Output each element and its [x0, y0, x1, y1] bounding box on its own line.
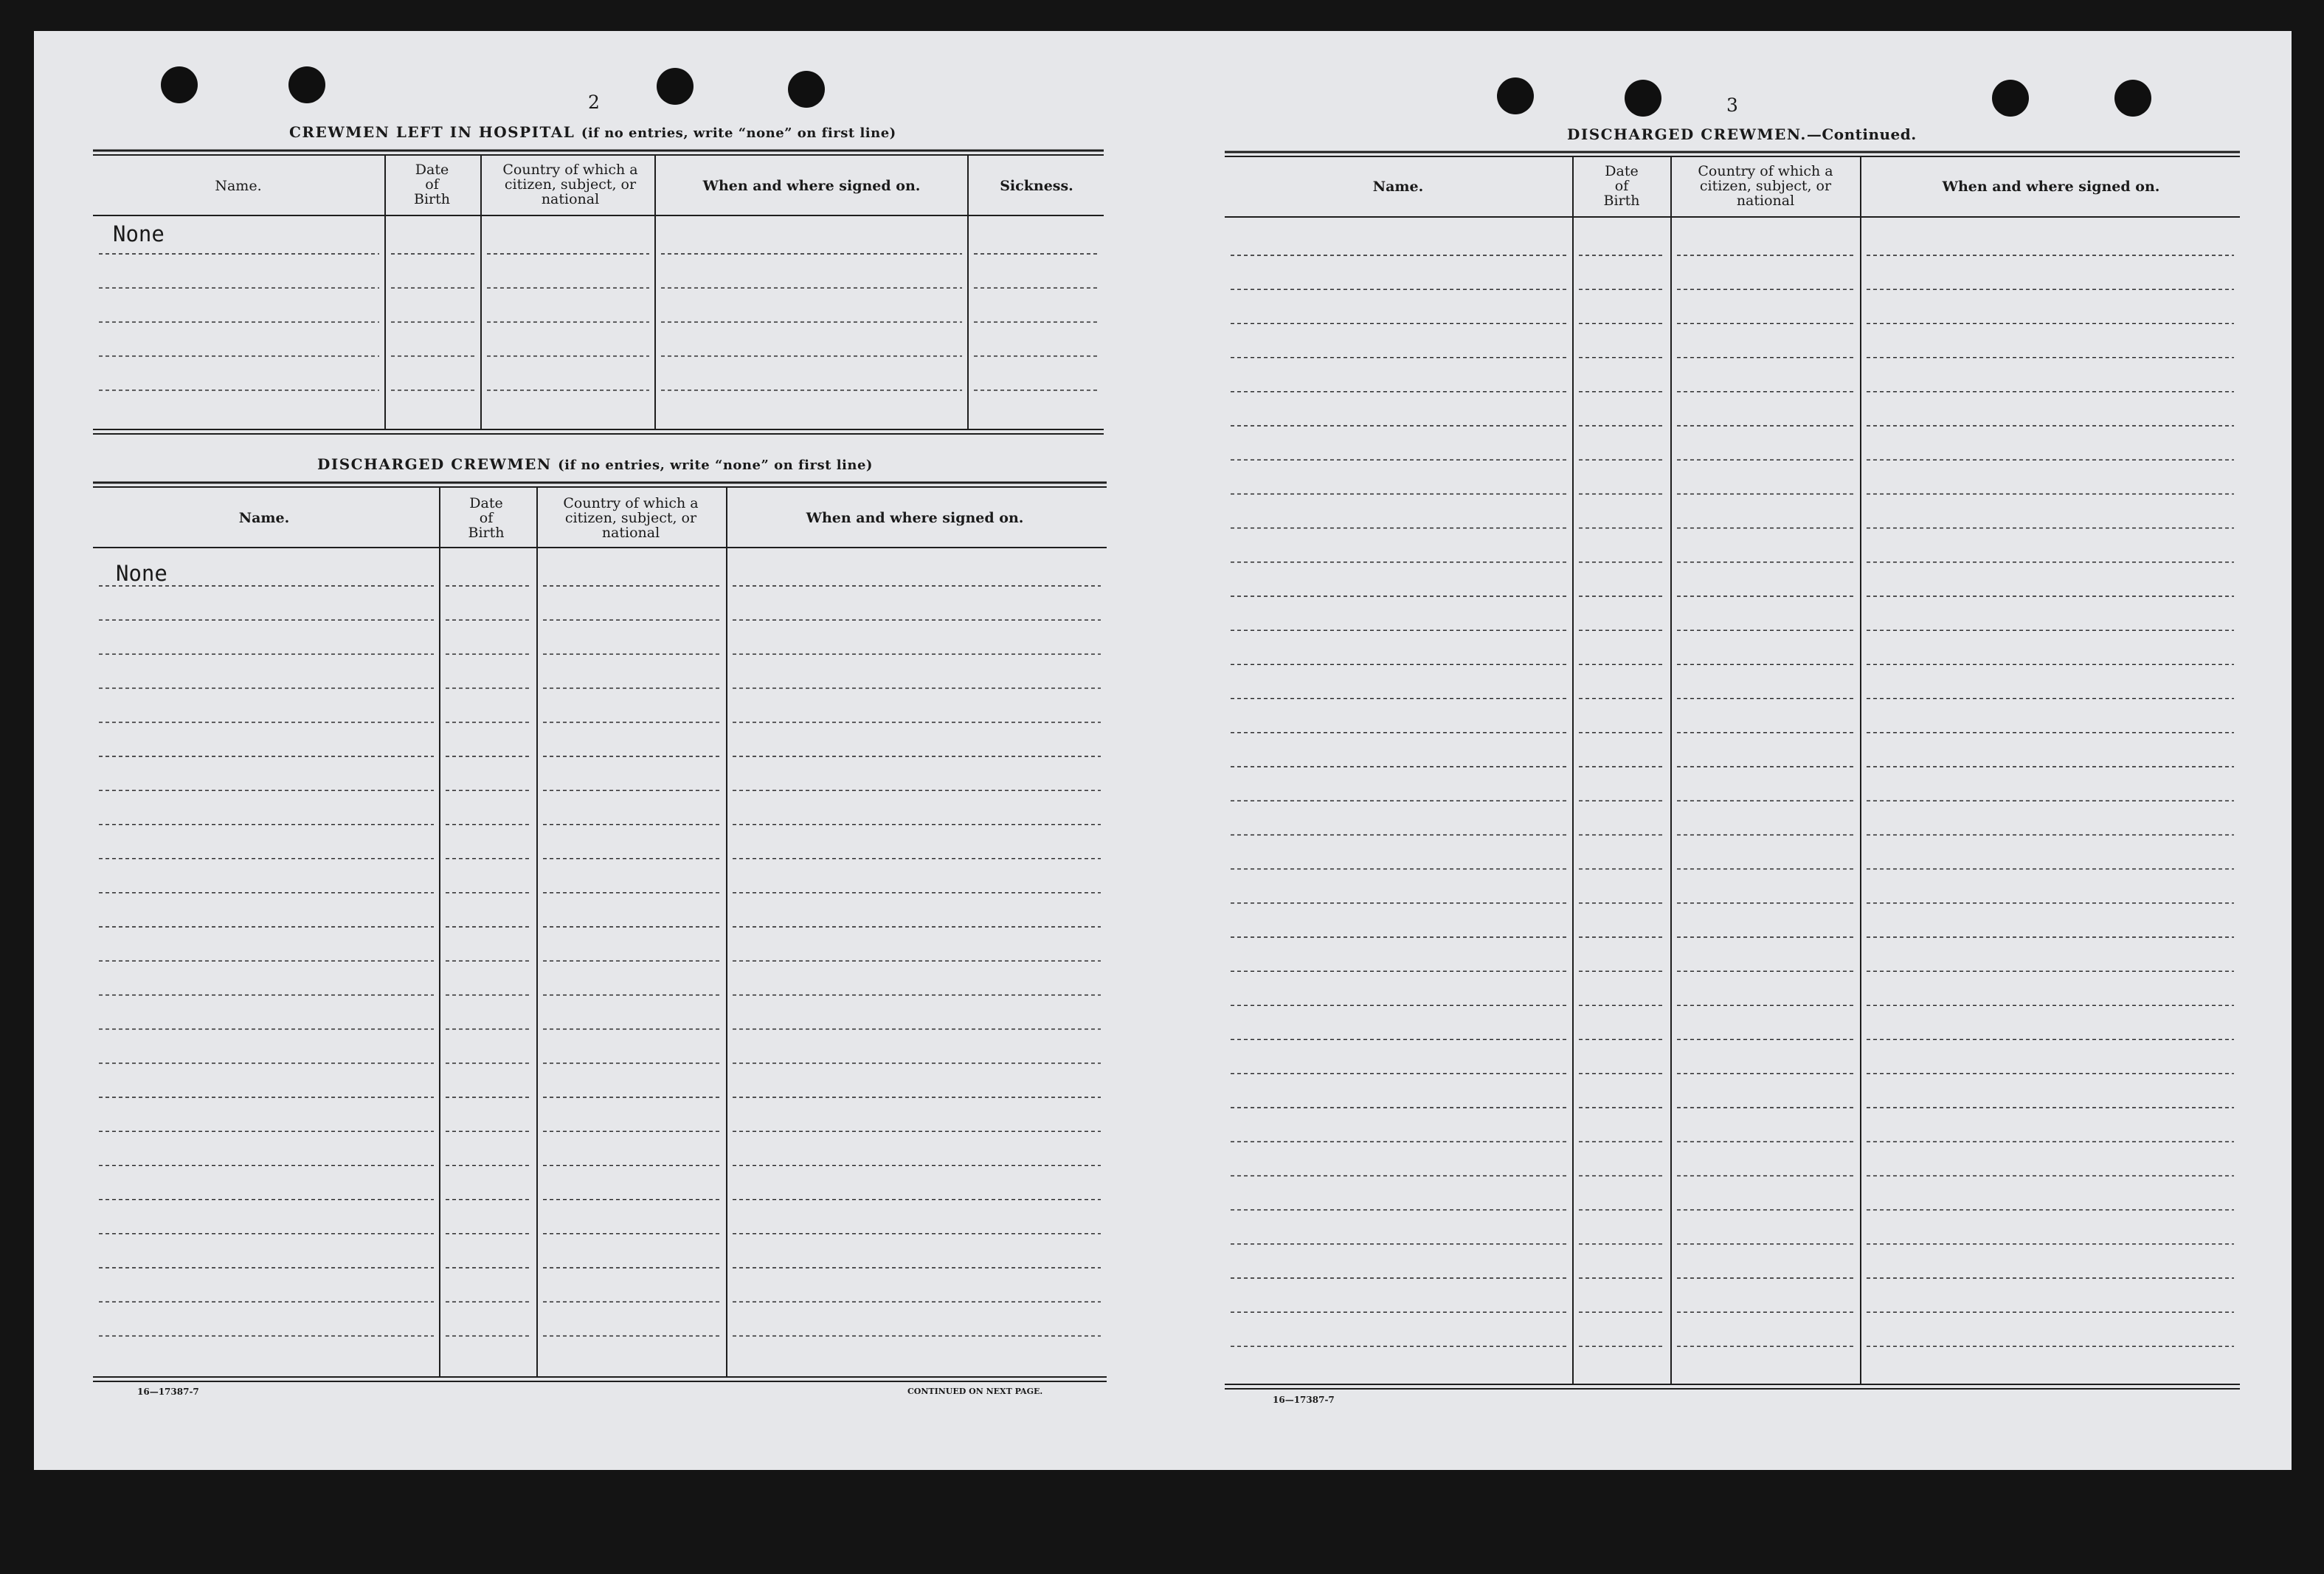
discharged-col-date-of-birth: Date of Birth: [468, 495, 505, 541]
right-col-date-of-birth: Date of Birth: [1603, 163, 1640, 209]
left-page-number: 2: [588, 92, 600, 113]
hospital-col-signed-on: When and where signed on.: [702, 178, 921, 194]
hospital-section-title: CREWMEN LEFT IN HOSPITAL (if no entries, write “none” on first line): [289, 123, 896, 141]
discharged-col-signed-on: When and where signed on.: [806, 510, 1024, 526]
right-page-number: 3: [1726, 94, 1738, 116]
right-col-signed-on: When and where signed on.: [1942, 179, 2160, 195]
hospital-entry-none: None: [113, 221, 165, 246]
discharged-entry-none: None: [116, 561, 167, 586]
discharged-section-title: DISCHARGED CREWMEN (if no entries, write “none” on first line): [317, 455, 873, 473]
hospital-col-name: Name.: [215, 178, 262, 194]
right-section-title: DISCHARGED CREWMEN.—Continued.: [1567, 125, 1917, 143]
right-col-name: Name.: [1372, 179, 1424, 195]
left-form-number: 16—17387-7: [137, 1387, 199, 1397]
hospital-col-date-of-birth: Date of Birth: [414, 162, 450, 207]
continued-note: CONTINUED ON NEXT PAGE.: [907, 1387, 1043, 1396]
right-col-country: Country of which a citizen, subject, or national: [1698, 163, 1833, 209]
right-form-number: 16—17387-7: [1273, 1395, 1335, 1405]
discharged-col-name: Name.: [238, 510, 290, 526]
hospital-col-country: Country of which a citizen, subject, or national: [502, 162, 638, 207]
discharged-col-country: Country of which a citizen, subject, or national: [563, 495, 699, 541]
hospital-col-sickness: Sickness.: [1000, 178, 1073, 194]
